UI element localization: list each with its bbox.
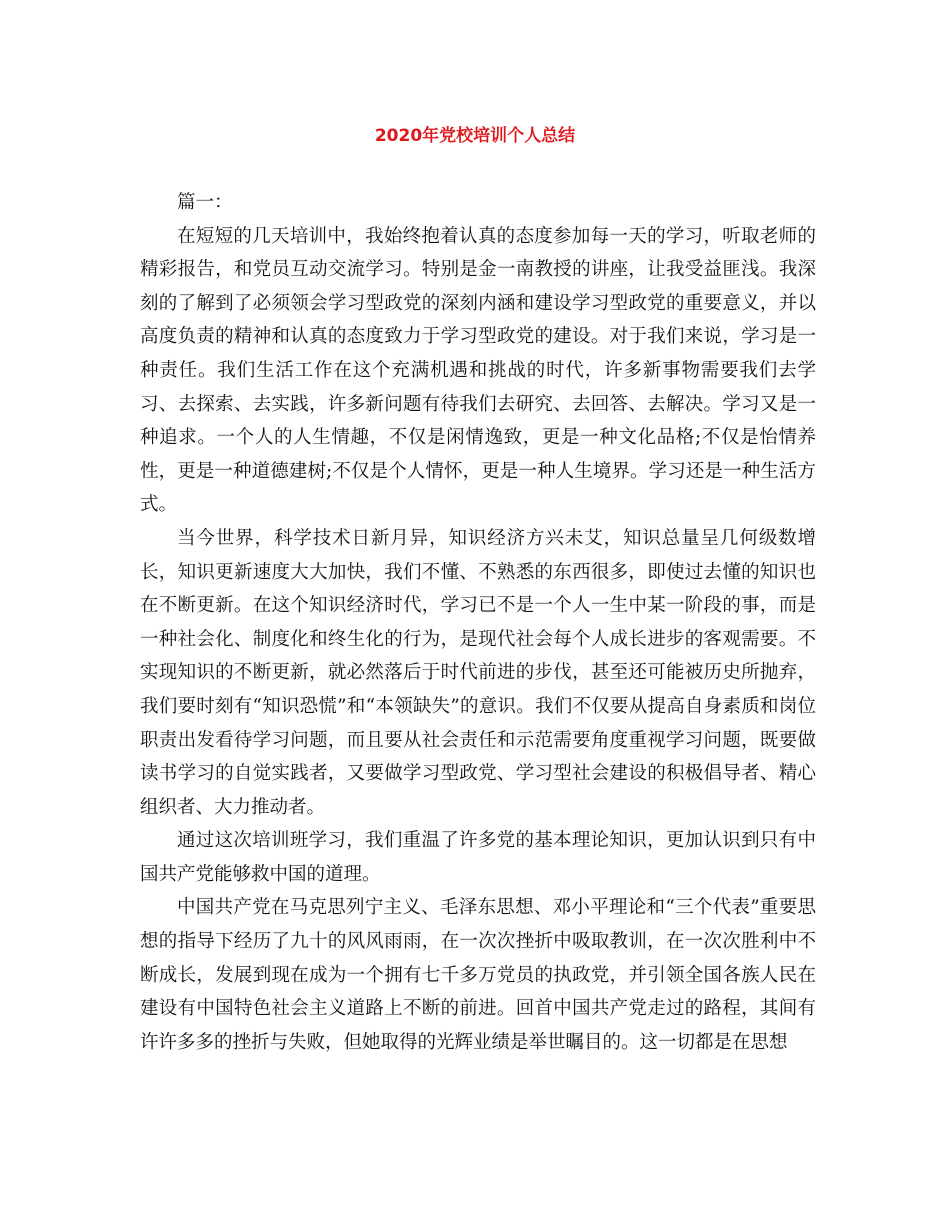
section-label: 篇一： xyxy=(177,192,233,213)
paragraph-3: 通过这次培训班学习，我们重温了许多党的基本理论知识，更加认识到只有中国共产党能够救中国的道理。 xyxy=(140,830,816,885)
paragraph-2: 当今世界，科学技术日新月异，知识经济方兴未艾，知识总量呈几何级数增长，知识更新速度大大加快，我们不懂、不熟悉的东西很多，即使过去懂的知识也在不断更新。在这个知识经济时代，学习已不是一个人一生中某一阶段的事，而是一种社会化、制度化和终生化的行为，是现代社会每个人成长进步的客观需要。不实现知识的不断更新，就必然落后于时代前进的步伐，甚至还可能被历史所抛弃，我们要时刻有“知识恐慌”和“本领缺失”的意识。我们不仅要从提高自身素质和岗位职责出发看待学习问题，而且要从社会责任和示范需要角度重视学习问题，既要做读书学习的自觉实践者，又要做学习型政党、学习型社会建设的积极倡导者、精心组织者、大力推动者。 xyxy=(140,527,816,818)
paragraph-1: 在短短的几天培训中，我始终抱着认真的态度参加每一天的学习，听取老师的精彩报告，和党员互动交流学习。特别是金一南教授的讲座，让我受益匪浅。我深刻的了解到了必须领会学习型政党的深刻内涵和建设学习型政党的重要意义，并以高度负责的精神和认真的态度致力于学习型政党的建设。对于我们来说，学习是一种责任。我们生活工作在这个充满机遇和挑战的时代，许多新事物需要我们去学习、去探索、去实践，许多新问题有待我们去研究、去回答、去解决。学习又是一种追求。一个人的人生情趣，不仅是闲情逸致，更是一种文化品格;不仅是怡情养性，更是一种道德建树;不仅是个人情怀，更是一种人生境界。学习还是一种生活方式。 xyxy=(140,225,816,516)
document-title: 2020年党校培训个人总结 xyxy=(374,126,576,146)
paragraph-4: 中国共产党在马克思列宁主义、毛泽东思想、邓小平理论和“三个代表”重要思想的指导下经历了九十的风风雨雨，在一次次挫折中吸取教训，在一次次胜利中不断成长，发展到现在成为一个拥有七千多万党员的执政党，并引领全国各族人民在建设有中国特色社会主义道路上不断的前进。回首中国共产党走过的路程，其间有许许多多的挫折与失败，但她取得的光辉业绩是举世瞩目的。这一切都是在思想 xyxy=(140,897,816,1053)
document-body xyxy=(140,186,816,1059)
